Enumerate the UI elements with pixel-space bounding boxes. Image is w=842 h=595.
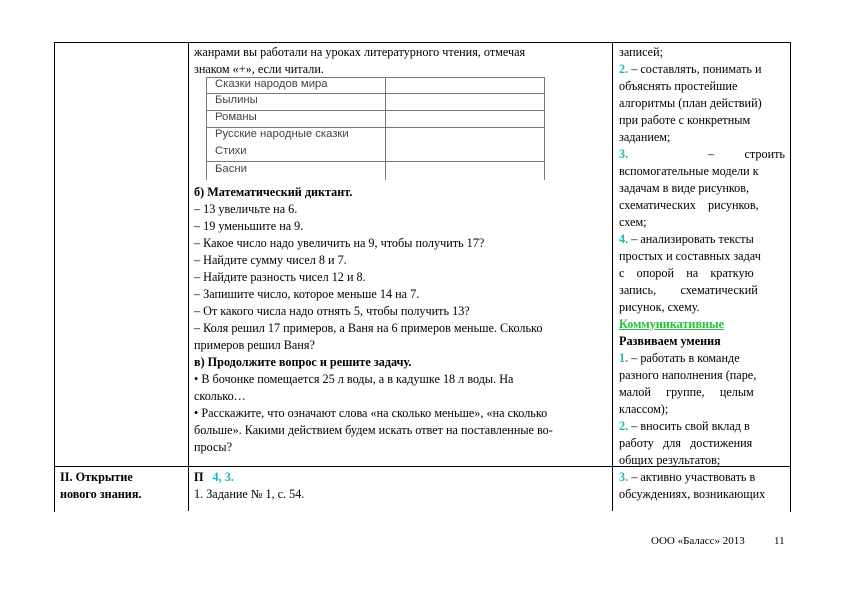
communicative-heading: Коммуникативные	[619, 317, 724, 331]
right-text: – вносить свой вклад в	[631, 419, 750, 433]
p-numbers: 4, 3.	[212, 470, 234, 484]
p-label: П	[194, 470, 204, 484]
right-text: алгоритмы (план действий)	[619, 96, 762, 110]
section-b-heading: б) Математический диктант.	[194, 185, 353, 199]
intro-line-1: жанрами вы работали на уроках литературного чтения, отмечая	[194, 45, 526, 59]
right-text: простых и составных задач	[619, 249, 761, 263]
right-text: с опорой на краткую	[619, 266, 754, 280]
right-item-3	[619, 146, 785, 163]
right-text: общих результатов;	[619, 453, 721, 467]
dictation-item: – 19 уменьшите на 9.	[194, 219, 304, 233]
genre-row: Былины	[215, 94, 258, 106]
right-text: – работать в команде	[631, 351, 740, 365]
genre-row: Романы	[215, 111, 257, 123]
right-text: задачам в виде рисунков,	[619, 181, 750, 195]
right-text: работу для достижения	[619, 436, 753, 450]
dictation-item: – Запишите число, которое меньше 14 на 7.	[194, 287, 420, 301]
right-text: – составлять, понимать и	[631, 62, 762, 76]
genre-table	[206, 77, 545, 180]
right-text: схем;	[619, 215, 647, 229]
item-number: 2.	[619, 62, 629, 76]
right-text: – активно участвовать в	[631, 470, 756, 484]
item-number: 3.	[619, 470, 629, 484]
right-item-c1	[619, 350, 740, 367]
item-number: 2.	[619, 419, 629, 433]
publisher-footer: ООО «Баласс» 2013	[651, 535, 745, 547]
dictation-item: – Какое число надо увеличить на 9, чтобы получить 17?	[194, 236, 485, 250]
dictation-item: – Найдите разность чисел 12 и 8.	[194, 270, 366, 284]
item-number: 4.	[619, 232, 629, 246]
genre-row: Басни	[215, 163, 247, 175]
right-text: классом);	[619, 402, 669, 416]
right-item-c2	[619, 418, 750, 435]
dictation-item: – 13 увеличьте на 6.	[194, 202, 298, 216]
column-divider-2	[612, 42, 613, 511]
right-text: записей;	[619, 45, 663, 59]
right-text: – анализировать тексты	[631, 232, 754, 246]
genre-row: Русские народные сказки	[215, 128, 349, 140]
section-c-heading: в) Продолжите вопрос и решите задачу.	[194, 355, 412, 369]
task-text: • В бочонке помещается 25 л воды, а в кадушке 18 л воды. На	[194, 372, 514, 386]
right-text: разного наполнения (паре,	[619, 368, 757, 382]
right-item-2	[619, 61, 762, 78]
page-number: 11	[774, 535, 785, 547]
right-text: вспомогательные модели к	[619, 164, 759, 178]
task-text: • Расскажите, что означают слова «на сколько меньше», «на сколько	[194, 406, 548, 420]
stage-title-line-2: нового знания.	[60, 487, 142, 501]
dictation-item: – Коля решил 17 примеров, а Ваня на 6 примеров меньше. Сколько	[194, 321, 543, 335]
dictation-item: – От какого числа надо отнять 5, чтобы получить 13?	[194, 304, 470, 318]
task-reference: 1. Задание № 1, с. 54.	[194, 487, 305, 501]
right-text: малой группе, целым	[619, 385, 754, 399]
genre-row: Сказки народов мира	[215, 78, 328, 90]
develop-skills-heading: Развиваем умения	[619, 334, 721, 348]
dictation-item: примеров решил Ваня?	[194, 338, 315, 352]
right-text: при работе с конкретным	[619, 113, 751, 127]
genre-row: Стихи	[215, 145, 247, 157]
stage-title-line-1: II. Открытие	[60, 470, 133, 484]
item-number: 3.	[619, 147, 629, 161]
task-text: сколько…	[194, 389, 246, 403]
right-text: рисунок, схему.	[619, 300, 700, 314]
right-text: схематических рисунков,	[619, 198, 759, 212]
right-text: заданием;	[619, 130, 671, 144]
task-text: больше». Какими действием будем искать ответ на поставленные во-	[194, 423, 553, 437]
column-divider-1	[188, 42, 189, 511]
right-text: – строить	[707, 147, 785, 161]
p-label-row	[194, 469, 234, 486]
right-text: обсуждениях, возникающих	[619, 487, 766, 501]
right-text: запись, схематический	[619, 283, 758, 297]
dictation-item: – Найдите сумму чисел 8 и 7.	[194, 253, 347, 267]
right-item-4	[619, 231, 754, 248]
right-item-c3	[619, 469, 755, 486]
item-number: 1.	[619, 351, 629, 365]
right-text: объяснять простейшие	[619, 79, 738, 93]
task-text: просы?	[194, 440, 233, 454]
intro-line-2: знаком «+», если читали.	[194, 62, 324, 76]
